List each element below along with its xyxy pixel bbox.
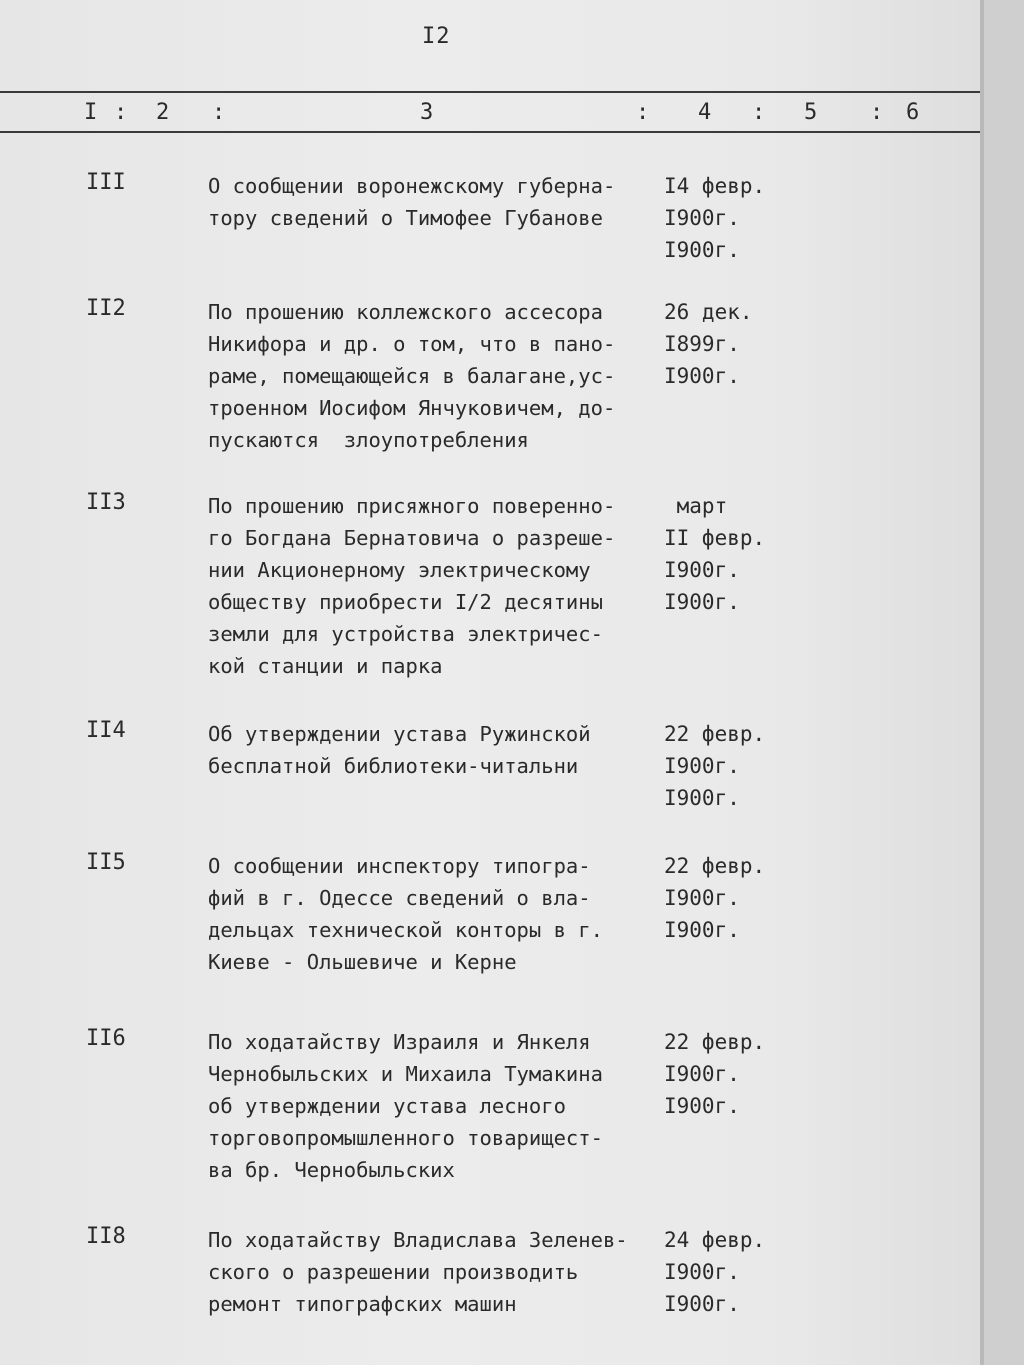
entry-description: По ходатайству Владислава Зеленев- ского о разрешении производить ремонт типографских машин — [208, 1228, 628, 1316]
entry-number: II3 — [86, 490, 126, 515]
entry-number: II6 — [86, 1026, 126, 1051]
entry-dates: март II февр. I900г. I900г. — [664, 494, 766, 614]
entry-dates: 22 февр. I900г. I900г. — [664, 722, 766, 810]
entry-description: По прошению присяжного поверенно- го Богдана Бернатовича о разреше- нии Акционерному электрическому обществу приобрести I/2 десятины земли для устройства электричес- кой станции и парка — [208, 494, 616, 678]
entry-dates: 24 февр. I900г. I900г. — [664, 1228, 766, 1316]
entry-description: Об утверждении устава Ружинской бесплатной библиотеки-читальни — [208, 722, 591, 778]
entry-number: II4 — [86, 718, 126, 743]
entry-number: II8 — [86, 1224, 126, 1249]
column-header-separator: : — [870, 100, 884, 125]
header-rule-top — [0, 91, 980, 93]
column-header-separator: : — [114, 100, 128, 125]
header-rule-bottom — [0, 131, 980, 133]
entry-dates: I4 февр. I900г. I900г. — [664, 174, 766, 262]
column-header-separator: : — [212, 100, 226, 125]
entry-dates: 22 февр. I900г. I900г. — [664, 854, 766, 942]
entry-dates: 26 дек. I899г. I900г. — [664, 300, 753, 388]
page-number: I2 — [422, 24, 451, 49]
page-background-right — [984, 0, 1024, 1365]
column-header-6: 6 — [906, 100, 920, 125]
column-header-separator: : — [636, 100, 650, 125]
entry-description: По ходатайству Израиля и Янкеля Чернобыльских и Михаила Тумакина об утверждении устава лесного торговопромышленного товарищест- ва бр. Чернобыльских — [208, 1030, 603, 1182]
entry-number: II5 — [86, 850, 126, 875]
entry-description: О сообщении инспектору типогра- фий в г. Одессе сведений о вла- дельцах технической конторы в г. Киеве - Ольшевиче и Керне — [208, 854, 603, 974]
entry-number: III — [86, 170, 126, 195]
entry-description: О сообщении воронежскому губерна- тору сведений о Тимофее Губанове — [208, 174, 616, 230]
column-header-4: 4 — [698, 100, 712, 125]
column-header-3: 3 — [420, 100, 434, 125]
column-header-1: I — [84, 100, 98, 125]
column-header-separator: : — [752, 100, 766, 125]
column-header-2: 2 — [156, 100, 170, 125]
column-header-5: 5 — [804, 100, 818, 125]
entry-dates: 22 февр. I900г. I900г. — [664, 1030, 766, 1118]
entry-description: По прошению коллежского ассесора Никифора и др. о том, что в пано- раме, помещающейся в балагане,ус- троенном Иосифом Янчуковичем, до- пускаются злоупотребления — [208, 300, 616, 452]
entry-number: II2 — [86, 296, 126, 321]
page-edge — [980, 0, 984, 1365]
